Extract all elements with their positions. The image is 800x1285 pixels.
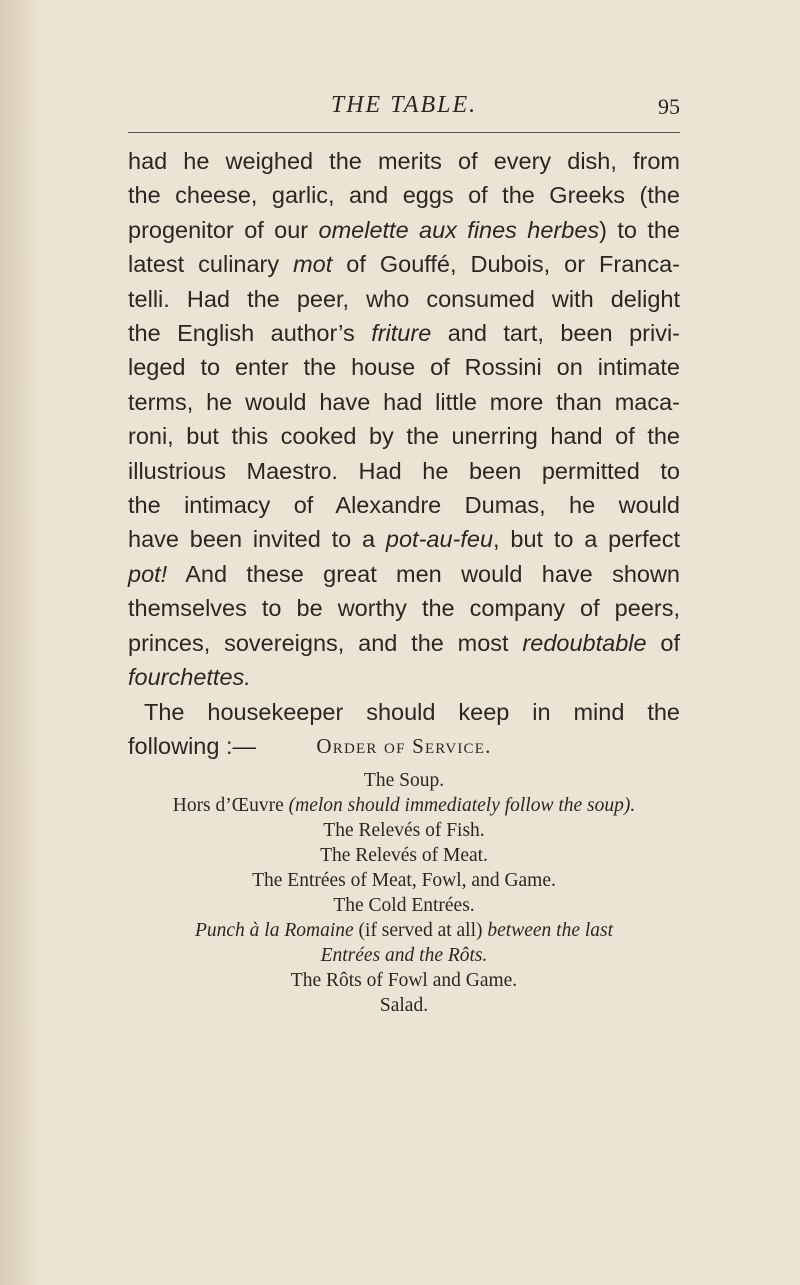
text-line bbox=[128, 557, 680, 591]
text-line bbox=[128, 316, 680, 350]
order-item-punch-cont bbox=[128, 943, 680, 968]
text-line bbox=[128, 626, 680, 660]
order-item-cold-entrees: The Cold Entrées. bbox=[333, 895, 475, 916]
italic-phrase: fourchettes. bbox=[128, 664, 251, 691]
italic-phrase: pot-au-feu bbox=[385, 526, 494, 553]
text-line: the intimacy of Alexandre Dumas, he would bbox=[128, 492, 680, 519]
italic-phrase: (melon should immediately follow the soup). bbox=[288, 795, 636, 816]
text-run: princes, sovereigns, and the most bbox=[128, 629, 523, 656]
text-line bbox=[128, 522, 680, 556]
italic-phrase: friture bbox=[371, 320, 432, 347]
running-title: THE TABLE. bbox=[330, 92, 478, 118]
text-run: (if served at all) bbox=[353, 920, 488, 941]
italic-phrase: omelette aux fines herbes bbox=[318, 216, 600, 243]
text-line: terms, he would have had little more than maca- bbox=[128, 388, 680, 415]
italic-phrase: pot! bbox=[128, 560, 168, 587]
page-number: 95 bbox=[658, 94, 680, 119]
italic-phrase: redoubtable bbox=[522, 629, 647, 656]
text-run: latest culinary bbox=[128, 251, 294, 278]
order-heading: Order of Service. bbox=[316, 734, 492, 758]
text-run: of bbox=[646, 629, 680, 656]
text-run: and tart, been privi- bbox=[431, 320, 680, 347]
text-line bbox=[128, 213, 680, 247]
text-run: ) to the bbox=[599, 216, 680, 243]
text-line: roni, but this cooked by the unerring hand of the bbox=[128, 423, 680, 450]
page-header bbox=[128, 92, 680, 132]
text-line bbox=[128, 247, 680, 281]
text-line: leged to enter the house of Rossini on intimate bbox=[128, 354, 680, 381]
order-item-meat: The Relevés of Meat. bbox=[320, 845, 488, 866]
order-item-soup: The Soup. bbox=[363, 770, 445, 791]
text-run: And these great men would have shown bbox=[167, 560, 680, 587]
page-edge-shadow bbox=[0, 0, 42, 1285]
order-item-salad: Salad. bbox=[379, 995, 429, 1016]
paragraph-1 bbox=[128, 144, 680, 695]
italic-phrase: Entrées and the Rôts. bbox=[320, 945, 488, 966]
text-run: have been invited to a bbox=[128, 526, 386, 553]
order-of-service bbox=[128, 734, 680, 1018]
body-text bbox=[128, 144, 680, 763]
order-item-hors-doeuvre bbox=[128, 793, 680, 818]
text-line: following :— bbox=[128, 732, 256, 759]
text-run: progenitor of our bbox=[128, 216, 319, 243]
italic-phrase: Punch à la Romaine bbox=[194, 920, 354, 941]
text-line: the cheese, garlic, and eggs of the Greeks (the bbox=[128, 182, 680, 209]
text-run: , but to a perfect bbox=[493, 526, 681, 553]
text-line: The housekeeper should keep in mind the bbox=[144, 698, 680, 725]
order-item-punch bbox=[128, 918, 680, 943]
text-run: of Gouffé, Dubois, or Franca- bbox=[332, 251, 680, 278]
text-run: the English author’s bbox=[128, 320, 372, 347]
italic-phrase: between the last bbox=[487, 920, 614, 941]
text-line: themselves to be worthy the company of peers, bbox=[128, 595, 680, 622]
order-item-rots: The Rôts of Fowl and Game. bbox=[290, 970, 518, 991]
header-rule bbox=[128, 132, 680, 133]
text-run: Hors d’Œuvre bbox=[172, 795, 289, 816]
order-item-entrees: The Entrées of Meat, Fowl, and Game. bbox=[252, 870, 556, 891]
italic-phrase: mot bbox=[293, 251, 333, 278]
text-line bbox=[128, 660, 680, 694]
text-line: had he weighed the merits of every dish, from bbox=[128, 148, 680, 174]
text-line: illustrious Maestro. Had he been permitted to bbox=[128, 457, 680, 484]
order-item-fish: The Relevés of Fish. bbox=[323, 820, 485, 841]
text-line: telli. Had the peer, who consumed with delight bbox=[128, 285, 680, 312]
